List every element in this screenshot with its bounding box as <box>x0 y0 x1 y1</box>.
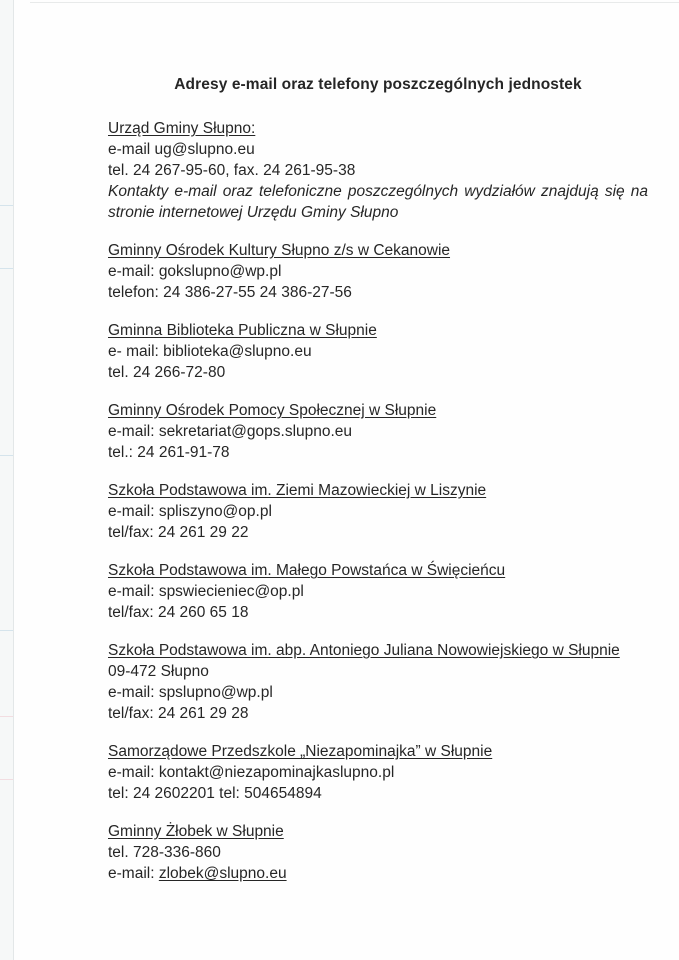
contact-line <box>108 863 648 884</box>
section-lines <box>108 661 648 724</box>
section-heading: Szkoła Podstawowa im. Ziemi Mazowieckiej w Liszynie <box>108 482 487 499</box>
email-label: e-mail: <box>108 865 159 882</box>
section-heading: Gminny Żłobek w Słupnie <box>108 823 284 840</box>
scan-artifact-line <box>0 779 13 780</box>
italic-note-line: Kontakty e-mail oraz telefoniczne poszczególnych wydziałów znajdują się na <box>108 183 648 200</box>
section-heading: Szkoła Podstawowa im. abp. Antoniego Juliana Nowowiejskiego w Słupnie <box>108 642 620 659</box>
contact-line: e-mail ug@slupno.eu <box>108 141 255 158</box>
contact-line: tel: 24 2602201 tel: 504654894 <box>108 785 322 802</box>
contact-line: tel/fax: 24 261 29 22 <box>108 524 249 541</box>
section-heading: Gminna Biblioteka Publiczna w Słupnie <box>108 322 377 339</box>
page-title: Adresy e-mail oraz telefony poszczególnych jednostek <box>174 76 582 93</box>
contact-line: e-mail: sekretariat@gops.slupno.eu <box>108 423 353 440</box>
contact-section <box>108 821 648 884</box>
section-heading: Gminny Ośrodek Kultury Słupno z/s w Cekanowie <box>108 242 451 259</box>
section-lines <box>108 421 648 463</box>
section-lines <box>108 581 648 623</box>
contact-line: tel.: 24 261-91-78 <box>108 444 230 461</box>
section-heading: Gminny Ośrodek Pomocy Społecznej w Słupnie <box>108 402 437 419</box>
contact-section <box>108 240 648 303</box>
contact-line: tel/fax: 24 260 65 18 <box>108 604 249 621</box>
contact-line: tel/fax: 24 261 29 28 <box>108 705 249 722</box>
contact-line: tel. 24 266-72-80 <box>108 364 226 381</box>
section-lines <box>108 261 648 303</box>
sections-container <box>108 118 648 884</box>
section-lines <box>108 762 648 804</box>
section-heading: Urząd Gminy Słupno: <box>108 120 256 137</box>
section-lines <box>108 501 648 543</box>
contact-section <box>108 640 648 724</box>
contact-line: e-mail: gokslupno@wp.pl <box>108 263 282 280</box>
scan-artifact-line <box>0 716 13 717</box>
contact-line: e-mail: spslupno@wp.pl <box>108 684 273 701</box>
section-heading: Samorządowe Przedszkole „Niezapominajka” w Słupnie <box>108 743 493 760</box>
contact-section <box>108 400 648 463</box>
contact-section <box>108 118 648 223</box>
contact-section <box>108 320 648 383</box>
scan-artifact-line <box>0 630 13 631</box>
contact-line: telefon: 24 386-27-55 24 386-27-56 <box>108 284 352 301</box>
scan-top-edge <box>30 2 679 3</box>
scan-artifact-line <box>0 268 13 269</box>
contact-line: e-mail: spliszyno@op.pl <box>108 503 272 520</box>
contact-line: e- mail: biblioteka@slupno.eu <box>108 343 312 360</box>
contact-section <box>108 741 648 804</box>
section-lines <box>108 139 648 223</box>
contact-line: e-mail: spswiecieniec@op.pl <box>108 583 304 600</box>
document-content <box>108 74 648 884</box>
scan-artifact-line <box>0 455 13 456</box>
contact-section <box>108 480 648 543</box>
contact-section <box>108 560 648 623</box>
scan-edge-strip <box>0 0 14 960</box>
email-address-underlined: zlobek@slupno.eu <box>158 865 287 882</box>
section-heading: Szkoła Podstawowa im. Małego Powstańca w Święcieńcu <box>108 562 506 579</box>
italic-note-line: stronie internetowej Urzędu Gminy Słupno <box>108 204 399 221</box>
section-lines <box>108 842 648 884</box>
section-lines <box>108 341 648 383</box>
contact-line: tel. 728-336-860 <box>108 844 221 861</box>
scan-artifact-line <box>0 205 13 206</box>
contact-line: 09-472 Słupno <box>108 663 209 680</box>
contact-line: e-mail: kontakt@niezapominajkaslupno.pl <box>108 764 395 781</box>
contact-line: tel. 24 267-95-60, fax. 24 261-95-38 <box>108 162 356 179</box>
